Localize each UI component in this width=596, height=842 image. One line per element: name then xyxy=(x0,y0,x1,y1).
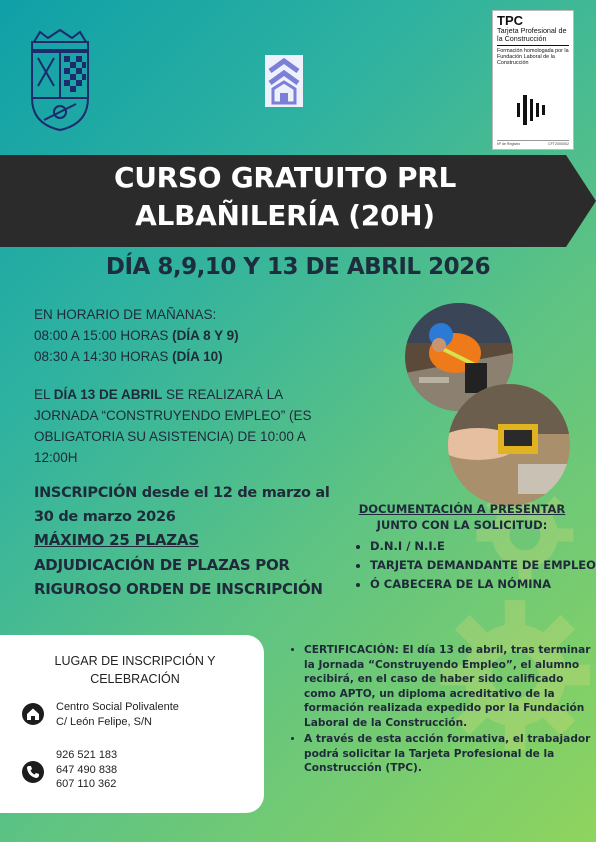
docs-heading xyxy=(352,501,572,533)
course-title xyxy=(0,159,570,235)
schedule-row-2 xyxy=(34,346,334,367)
docs-heading-line1: DOCUMENTACIÓN A PRESENTAR xyxy=(358,502,566,516)
schedule-row-1 xyxy=(34,325,334,346)
phone-number: 647 490 838 xyxy=(56,763,118,776)
max-places: MÁXIMO 25 PLAZAS xyxy=(34,531,199,549)
schedule-row-2-time: 08:30 A 14:30 HORAS xyxy=(34,349,173,364)
list-item: • D.N.I / N.I.E xyxy=(370,537,596,555)
tpc-full-name: Tarjeta Profesional de la Construcción xyxy=(497,27,569,46)
list-item: • Ó CABECERA DE LA NÓMINA xyxy=(370,575,596,593)
certification-item: • CERTIFICACIÓN: El día 13 de abril, tras terminar la Jornada “Construyendo Empleo”, el alumno recibirá, en el caso de haber sido calificado como APTO, un diploma acreditativo de la formación realizada expedido por la Fundación Laboral de la Construcción. xyxy=(304,643,594,730)
home-icon xyxy=(22,703,44,725)
tpc-footer-right: CFT2000002 xyxy=(548,142,569,146)
certification-list xyxy=(290,643,594,778)
address-line1: Centro Social Polivalente xyxy=(56,701,179,713)
phone-number: 607 110 362 xyxy=(56,778,117,790)
jornada-note xyxy=(34,384,334,468)
phone-icon xyxy=(22,761,44,783)
tpc-footer-left: Nº de Registro xyxy=(497,142,521,146)
schedule xyxy=(34,304,334,367)
institution-logo-icon xyxy=(265,55,303,107)
course-title-line1: CURSO GRATUITO PRL xyxy=(113,161,457,194)
schedule-row-2-days: (DÍA 10) xyxy=(172,349,223,364)
address xyxy=(56,700,179,730)
course-dates: DÍA 8,9,10 Y 13 DE ABRIL 2026 xyxy=(105,254,491,280)
docs-heading-line2: JUNTO CON LA SOLICITUD: xyxy=(376,518,548,532)
tpc-footer xyxy=(497,140,569,146)
registration-period: INSCRIPCIÓN desde el 12 de marzo al 30 de marzo 2026 xyxy=(34,485,330,525)
tpc-item: • A través de esta acción formativa, el trabajador podrá solicitar la Tarjeta Profesional de la Construcción (TPC). xyxy=(304,732,594,776)
schedule-heading: EN HORARIO DE MAÑANAS: xyxy=(34,307,217,322)
address-line2: C/ León Felipe, S/N xyxy=(56,716,152,728)
phone-number: 926 521 183 xyxy=(56,749,118,761)
jornada-date: DÍA 13 DE ABRIL xyxy=(53,387,163,402)
docs-list xyxy=(352,537,596,594)
allocation-note: ADJUDICACIÓN DE PLAZAS POR RIGUROSO ORDEN DE INSCRIPCIÓN xyxy=(34,556,323,598)
tpc-homologation: Formación homologada por la Fundación Laboral de la Construcción xyxy=(497,48,569,67)
jornada-prefix: EL xyxy=(34,387,54,402)
tpc-barcode-icon xyxy=(517,95,551,125)
coat-of-arms-icon xyxy=(26,28,94,132)
course-title-line2: ALBAÑILERÍA (20H) xyxy=(135,199,435,232)
tpc-logo xyxy=(492,10,574,150)
tools-photo xyxy=(448,384,570,506)
phone-numbers xyxy=(56,748,117,792)
schedule-row-1-time: 08:00 A 15:00 HORAS xyxy=(34,328,173,343)
schedule-row-1-days: (DÍA 8 Y 9) xyxy=(172,328,239,343)
location-card-title: LUGAR DE INSCRIPCIÓN Y CELEBRACIÓN xyxy=(54,654,216,686)
list-item: • TARJETA DEMANDANTE DE EMPLEO xyxy=(370,556,596,574)
jornada-text: SE REALIZARÁ LA JORNADA “CONSTRUYENDO EMPLEO” (ES OBLIGATORIA SU ASISTENCIA) DE 10:00 A 12:00H xyxy=(34,387,312,465)
tpc-acronym: TPC xyxy=(497,13,523,28)
